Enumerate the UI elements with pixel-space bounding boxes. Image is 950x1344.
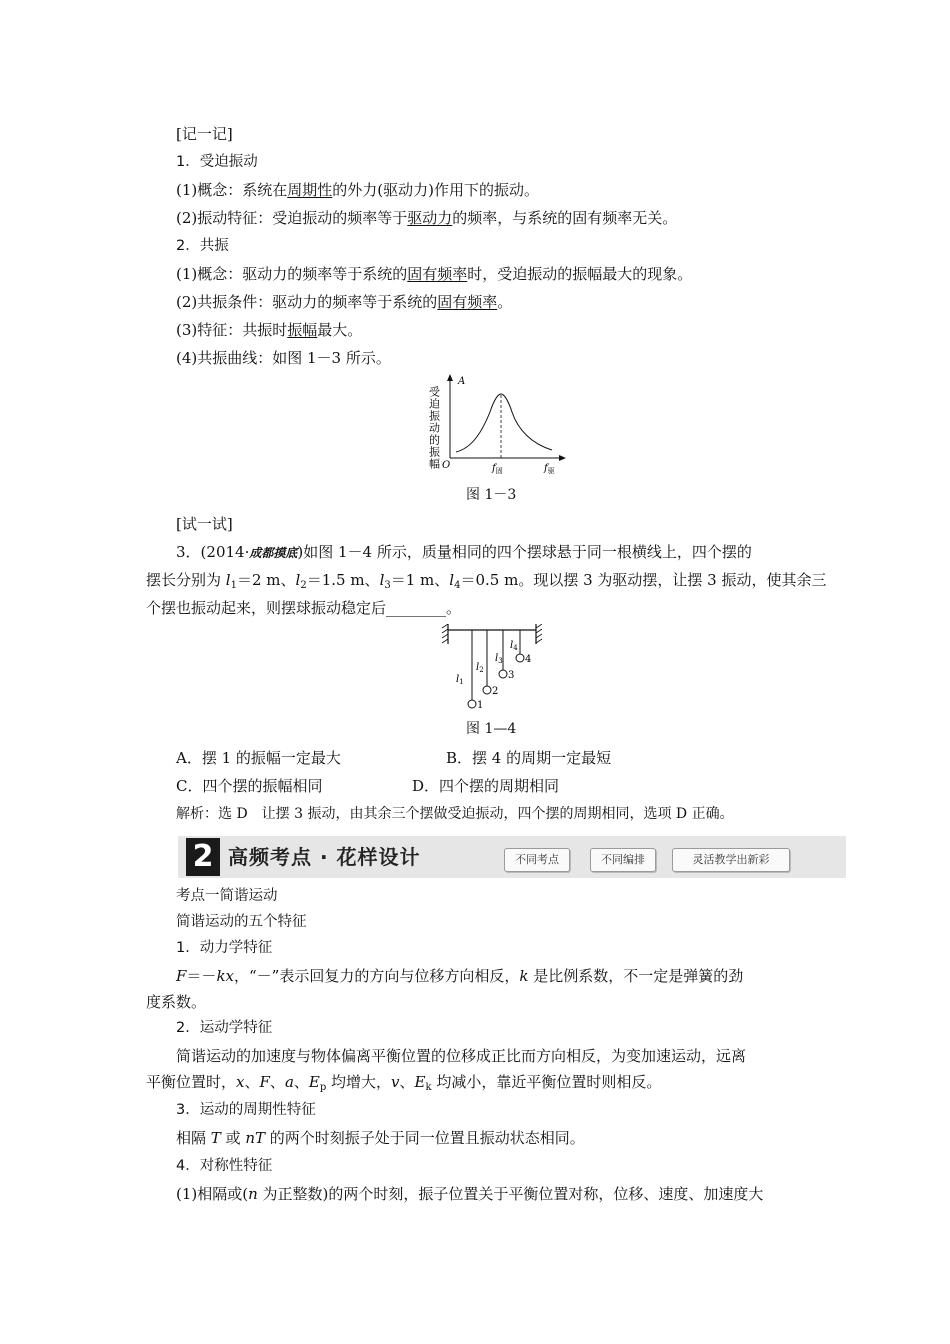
btn-different-layout[interactable]: 不同编排 (590, 848, 656, 872)
l: l (456, 674, 460, 685)
text: 均增大， (326, 1073, 392, 1091)
symbol: n (248, 1185, 258, 1203)
sub: 2 (479, 666, 484, 674)
text: (2)共振条件：驱动力的频率等于系统的 (176, 293, 438, 311)
text: 3．(2014· (176, 543, 250, 561)
figure13-f-gu (491, 463, 503, 475)
text: ＝2 m、 (236, 571, 296, 589)
f-qu: f (544, 463, 548, 474)
text: ＝－ (186, 967, 217, 985)
pendulum-label-l2 (476, 662, 484, 674)
subscript: 4 (454, 580, 461, 591)
section-heading-ji: [记一记] (176, 125, 233, 143)
answer-label: 解析： (176, 806, 218, 822)
text: 的两个时刻振子处于同一位置且振动状态相同。 (265, 1129, 585, 1147)
resonance-curve-text: (4)共振曲线：如图 1－3 所示。 (176, 349, 391, 367)
text: 、 (244, 1073, 260, 1091)
figure-1-4-caption: 图 1—4 (466, 721, 517, 737)
forced-concept (176, 180, 539, 200)
feature-3-title: 3．运动的周期性特征 (176, 1102, 316, 1118)
symbol-l: l (379, 571, 385, 589)
resonance-feature (176, 320, 362, 340)
sub: 1 (459, 678, 464, 686)
feature-4-title: 4．对称性特征 (176, 1158, 273, 1174)
symbol: v (391, 1073, 400, 1091)
resonance-condition (176, 292, 512, 312)
subscript: p (319, 1082, 327, 1093)
text: 。 (497, 293, 513, 311)
text: ＝1.5 m、 (306, 571, 380, 589)
text: 最大。 (317, 321, 363, 339)
text: ＝0.5 m。现以摆 3 为驱动摆，让摆 3 振动，使其余三 (460, 571, 827, 589)
text: (2)振动特征：受迫振动的频率等于 (176, 209, 408, 227)
pendulum-label-l1 (456, 674, 464, 686)
feature-4-line (176, 1184, 763, 1204)
pendulum-label-l4 (510, 640, 518, 652)
question-source: 成都摸底 (249, 546, 298, 560)
text: 相隔 (176, 1129, 211, 1147)
text: 的外力(驱动力)作用下的振动。 (332, 181, 539, 199)
text: 是比例系数，不一定是弹簧的劲 (528, 967, 744, 985)
figure13-f-qu (543, 463, 555, 475)
text: 的频率，与系统的固有频率无关。 (452, 209, 678, 227)
text: (1)概念：系统在 (176, 181, 288, 199)
banner-number: 2 (186, 838, 220, 876)
subscript: 2 (300, 580, 307, 591)
symbol: T (210, 1129, 221, 1147)
text: 、 (269, 1073, 285, 1091)
text: ，“－”表示回复力的方向与位移方向相反， (234, 967, 520, 985)
feature-1-line-1 (176, 966, 743, 986)
symbol: nT (245, 1129, 266, 1147)
underlined-term: 固有频率 (407, 265, 468, 283)
underlined-term: 驱动力 (407, 209, 453, 227)
option-b: B．摆 4 的周期一定最短 (446, 749, 612, 767)
pendulum-label-l3 (495, 653, 503, 665)
symbol-l: l (449, 571, 455, 589)
question-line-2 (146, 570, 827, 596)
section-heading-shi: [试一试] (176, 515, 233, 533)
ball-label: 3 (508, 670, 515, 681)
resonance-title: 2．共振 (176, 238, 229, 254)
underlined-term: 周期性 (287, 181, 333, 199)
answer-explanation (176, 804, 734, 824)
banner-title: 高频考点 · 花样设计 (228, 845, 421, 869)
figure13-ylabel: 受迫振动的振幅 (427, 386, 441, 470)
figure-1-3-resonance-curve (420, 372, 570, 482)
subscript: k (425, 1082, 432, 1093)
topic-subtitle: 简谐运动的五个特征 (176, 914, 307, 930)
text: 或 (220, 1129, 246, 1147)
symbol: k (519, 967, 529, 985)
text: 均减小，靠近平衡位置时则相反。 (431, 1073, 662, 1091)
symbol-l: l (225, 571, 231, 589)
symbol: E (308, 1073, 320, 1091)
feature-2-line-1: 简谐运动的加速度与物体偏离平衡位置的位移成正比而方向相反，为变加速运动，远离 (176, 1047, 747, 1065)
sub: 4 (513, 644, 518, 652)
text: (3)特征：共振时 (176, 321, 288, 339)
btn-flexible-teaching[interactable]: 灵活教学出新彩 (672, 848, 790, 872)
symbol: a (284, 1073, 294, 1091)
text: ＝1 m、 (390, 571, 450, 589)
text: )如图 1－4 所示，质量相同的四个摆球悬于同一根横线上，四个摆的 (297, 543, 752, 561)
symbol: E (414, 1073, 426, 1091)
l: l (476, 662, 480, 673)
symbol-l: l (295, 571, 301, 589)
figure13-O: O (442, 460, 451, 471)
ball-label: 1 (477, 700, 484, 711)
feature-1-line-2: 度系数。 (146, 993, 207, 1011)
f-gu-sub: 固 (495, 467, 503, 475)
text: 时，受迫振动的振幅最大的现象。 (467, 265, 693, 283)
f-gu: f (492, 463, 496, 474)
forced-feature (176, 208, 677, 228)
btn-different-points[interactable]: 不同考点 (504, 848, 570, 872)
answer-text: 选 D 让摆 3 振动，由其余三个摆做受迫振动，四个摆的周期相同，选项 D 正确。 (218, 806, 734, 822)
symbol: F (176, 967, 187, 985)
l: l (495, 653, 499, 664)
sub: 3 (498, 657, 503, 665)
figure13-A: A (458, 376, 466, 387)
feature-1-title: 1．动力学特征 (176, 940, 273, 956)
underlined-term: 固有频率 (437, 293, 498, 311)
ball-label: 4 (525, 654, 532, 665)
underlined-term: 振幅 (287, 321, 318, 339)
symbol: kx (216, 967, 234, 985)
text: 摆长分别为 (146, 571, 226, 589)
topic-title: 考点一简谐运动 (176, 888, 278, 904)
option-d: D．四个摆的周期相同 (412, 777, 560, 795)
text: (1)概念：驱动力的频率等于系统的 (176, 265, 408, 283)
figure-1-3-caption: 图 1－3 (466, 487, 517, 503)
forced-vibration-title: 1．受迫振动 (176, 154, 258, 170)
option-c: C．四个摆的振幅相同 (176, 777, 323, 795)
feature-3-line (176, 1128, 585, 1148)
text: 平衡位置时， (146, 1073, 237, 1091)
ball-label: 2 (492, 686, 499, 697)
l: l (510, 640, 514, 651)
subscript: 3 (384, 580, 391, 591)
text: 、 (399, 1073, 415, 1091)
resonance-concept (176, 264, 692, 284)
symbol: F (259, 1073, 270, 1091)
text: 为正整数)的两个时刻，振子位置关于平衡位置对称，位移、速度、加速度大 (257, 1185, 764, 1203)
feature-2-title: 2．运动学特征 (176, 1020, 273, 1036)
section-banner (178, 836, 846, 878)
figure-1-4-pendulums (440, 624, 550, 716)
question-line-3: 个摆也振动起来，则摆球振动稳定后________。 (146, 599, 462, 617)
question-line-1 (176, 542, 752, 563)
subscript: 1 (230, 580, 237, 591)
symbol: x (236, 1073, 245, 1091)
text: (1)相隔或( (176, 1185, 249, 1203)
text: 、 (293, 1073, 309, 1091)
f-qu-sub: 驱 (547, 467, 555, 475)
feature-2-line-2 (146, 1072, 661, 1098)
option-a: A．摆 1 的振幅一定最大 (176, 749, 341, 767)
